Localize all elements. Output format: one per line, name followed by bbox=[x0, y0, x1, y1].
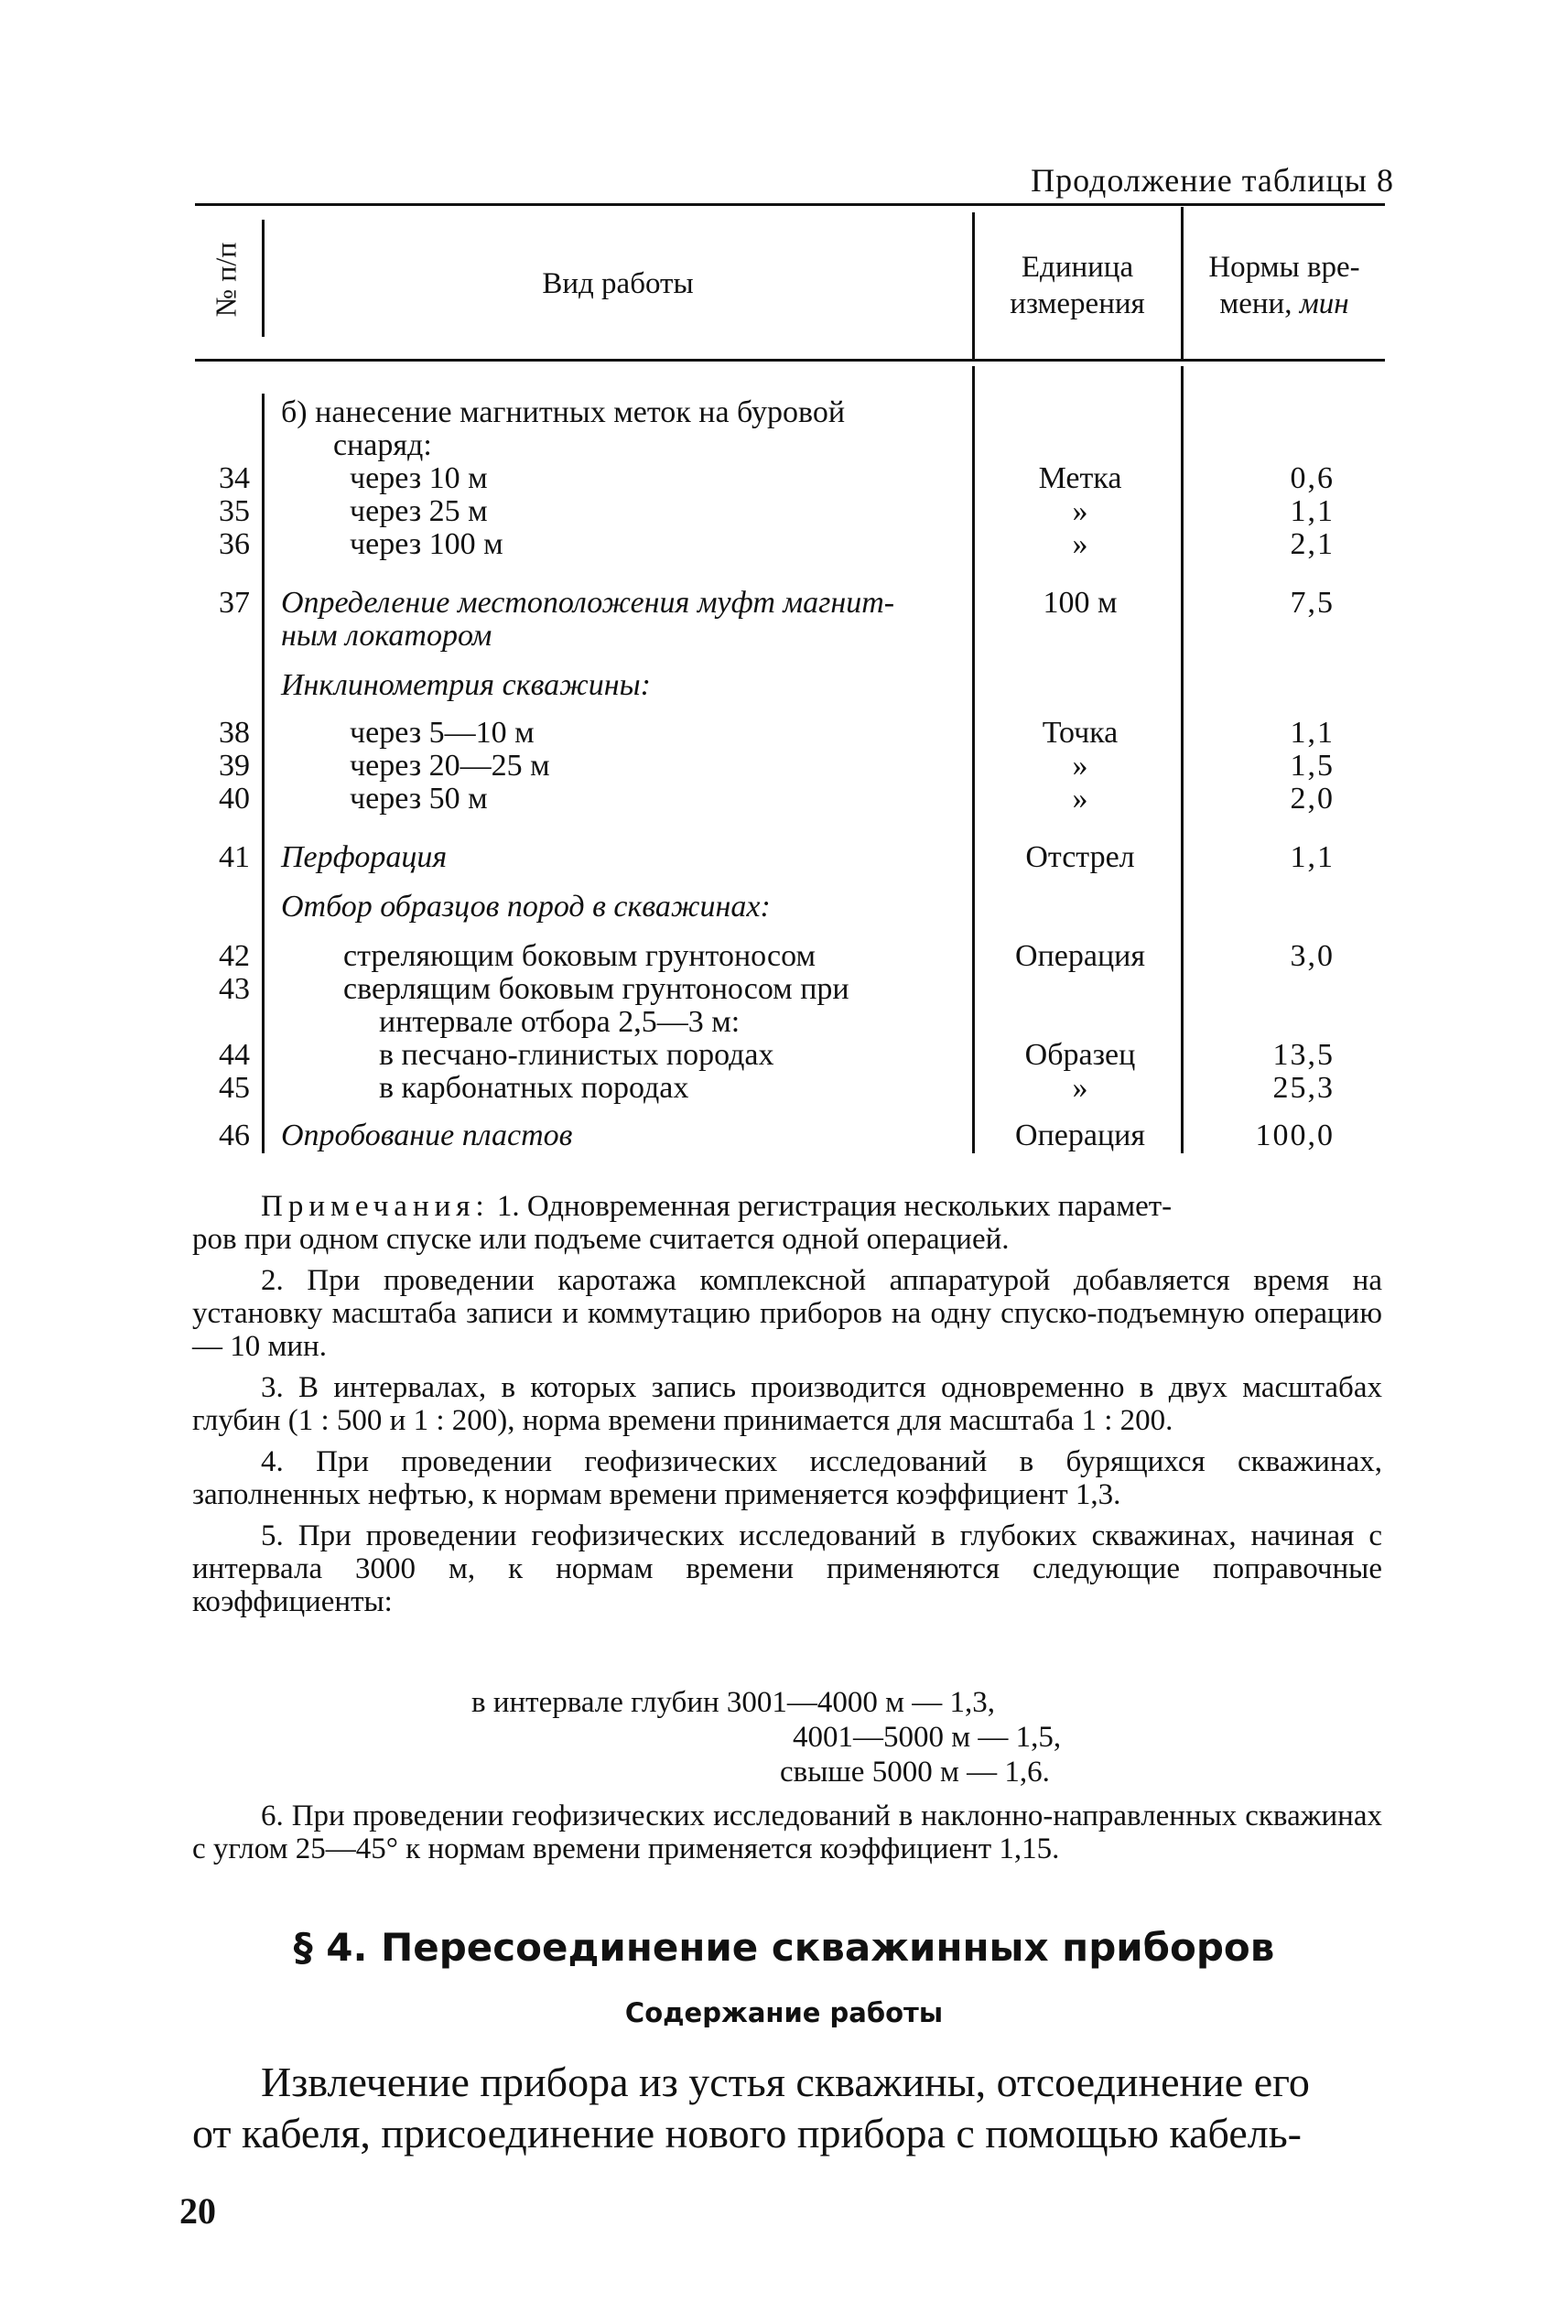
group-b-title-cont: снаряд: bbox=[333, 428, 432, 462]
note-1: Примечания: 1. Одновременная регистрация нескольких парамет- bbox=[261, 1190, 1173, 1223]
page-number: 20 bbox=[179, 2190, 216, 2232]
document-page: Продолжение таблицы 8 № п/п Вид работы Единица измерения Нормы вре- мени, мин б) нанесение магнитных меток на буровой снаряд: 34 через 10 м Метка 0,6 35 через 25 м » 1,1 36 через 100 м » 2,1 37 Определение местоположения муфт магнит- 100 м 7,5 ным локатором Инклинометрия скважины: 38 через 5—10 м Точка 1,1 39 через 20—25 м » 1,5 40 через 50 м » 2,0 41 Перфорация Отстрел 1,1 Отбор образцов пород в скважинах: 42 стреляющим боковым грунтоносом Операция 3,0 43 сверлящим боковым грунтоносом при интервале отбора 2,5—3 м: 44 в песчано-глинистых породах Образец 13,5 45 в карбонатных породах » 25,3 46 Опробование пластов Операция 100,0 Примечания: 1. Одновременная регистрация нескольких парамет- ров при одном спуске или подъеме считается одной операцией. 2. При проведении каротажа комплексной аппаратурой добавляется время на установку масштаба записи и коммутацию приборов на одну спуско-подъемную операцию — 10 мин. 3. В интервалах, в которых запись производится одновременно в двух масштабах глубин (1 : 500 и 1 : 200), норма времени принимается для масштаба 1 : 200. 4. При проведении геофизических исследований в бурящихся скважинах, заполненных нефтью, к нормам времени применяется коэффициент 1,3. 5. При проведении геофизических исследований в глубоких скважинах, начиная с интервала 3000 м, к нормам времени применяются следующие поправочные коэффициенты: в интервале глубин 3001—4000 м — 1,3, 4001—5000 м — 1,5, свыше 5000 м — 1,6. 6. При проведении геофизических исследований в наклонно-направленных скважинах с углом 25—45° к нормам времени применяется коэффициент 1,15. § 4. Пересоединение скважинных приборов Содержание работы Извлечение прибора из устья скважины, отсоединение его от кабеля, присоединение нового прибора с помощью кабель- 20 bbox=[0, 0, 1568, 2324]
group-b-title: б) нанесение магнитных меток на буровой bbox=[281, 395, 846, 429]
header-norm: Нормы вре- мени, мин bbox=[1208, 251, 1360, 320]
notes-block bbox=[192, 1190, 1382, 1627]
coefficient-line-2: 4001—5000 м — 1,5, bbox=[793, 1721, 1062, 1754]
col-rule-norm bbox=[1181, 366, 1184, 1153]
table-continuation-title: Продолжение таблицы 8 bbox=[1031, 162, 1394, 199]
section-body: Извлечение прибора из устья скважины, отсоединение его от кабеля, присоединение нового прибора с помощью кабель- bbox=[192, 2059, 1310, 2156]
note-4: 4. При проведении геофизических исследований в бурящихся скважинах, заполненных нефтью, к нормам времени применяется коэффициент 1,3. bbox=[192, 1445, 1382, 1511]
note-6: 6. При проведении геофизических исследований в наклонно-направленных скважинах с углом 25—45° к нормам времени применяется коэффициент 1,15. bbox=[192, 1800, 1382, 1865]
header-num: № п/п bbox=[209, 242, 243, 317]
col-rule-unit bbox=[972, 366, 975, 1153]
row43-cont: интервале отбора 2,5—3 м: bbox=[379, 1005, 741, 1039]
group-inclinometry-title: Инклинометрия скважины: bbox=[281, 668, 651, 702]
section-subtitle: Содержание работы bbox=[624, 1997, 944, 2028]
group-samples-title: Отбор образцов пород в скважинах: bbox=[281, 890, 771, 924]
note-3: 3. В интервалах, в которых запись производится одновременно в двух масштабах глубин (1 : 500 и 1 : 200), норма времени принимается для масштаба 1 : 200. bbox=[192, 1371, 1382, 1437]
coefficient-line-3: свыше 5000 м — 1,6. bbox=[780, 1756, 1050, 1789]
table-header-rule bbox=[195, 359, 1385, 362]
note-5: 5. При проведении геофизических исследований в глубоких скважинах, начиная с интервала 3000 м, к нормам времени применяются следующие поправочные коэффициенты: bbox=[192, 1519, 1382, 1618]
row37-cont: ным локатором bbox=[281, 619, 492, 653]
header-work: Вид работы bbox=[542, 267, 694, 300]
note-2: 2. При проведении каротажа комплексной аппаратурой добавляется время на установку масштаба записи и коммутацию приборов на одну спуско-подъемную операцию — 10 мин. bbox=[192, 1264, 1382, 1363]
col-rule-num bbox=[262, 394, 265, 1153]
coefficient-line-1: в интервале глубин 3001—4000 м — 1,3, bbox=[471, 1686, 996, 1719]
col-rule-norm-head bbox=[1181, 207, 1184, 359]
col-rule-unit-head bbox=[972, 212, 975, 359]
section-title: § 4. Пересоединение скважинных приборов bbox=[293, 1925, 1275, 1970]
header-unit: Единица измерения bbox=[1010, 251, 1145, 320]
notes-block-2 bbox=[192, 1800, 1382, 1874]
table-top-rule bbox=[195, 203, 1385, 206]
col-rule-num-head bbox=[262, 220, 265, 337]
note-1-cont: ров при одном спуске или подъеме считается одной операцией. bbox=[192, 1223, 1010, 1256]
